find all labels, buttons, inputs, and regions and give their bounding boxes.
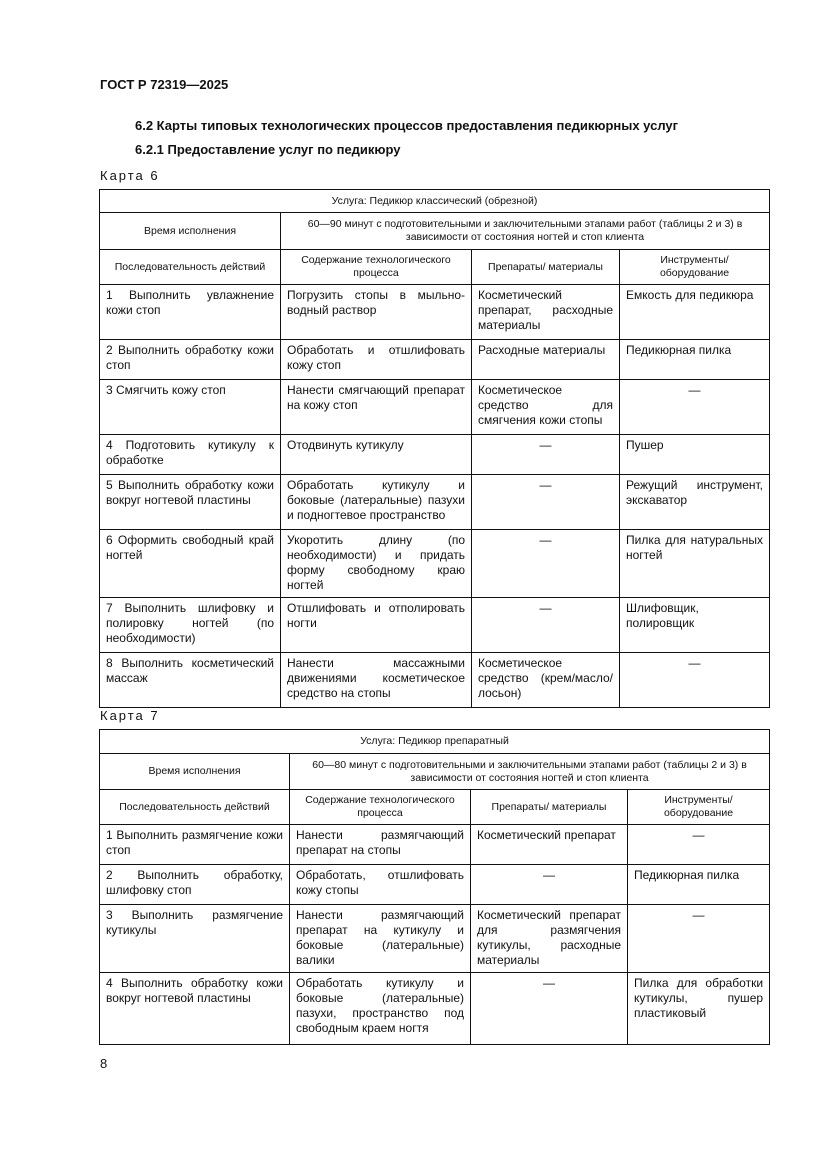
step-cell: 2 Выполнить обработку, шлифовку стоп: [100, 865, 290, 905]
card7-time-value: 60—80 минут с подготовительными и заключительными этапами работ (таблицы 2 и 3) в зависимости от состояния ногтей и стоп клиента: [290, 754, 770, 790]
process-cell: Нанести размягчающий препарат на стопы: [290, 825, 471, 865]
tools-cell: —: [628, 905, 770, 973]
step-cell: 8 Выполнить косметический массаж: [100, 653, 281, 708]
materials-cell: Косметический препарат, расходные материалы: [472, 285, 620, 340]
tools-cell: Пилка для обработки кутикулы, пушер пластиковый: [628, 973, 770, 1045]
tools-cell: Емкость для педикюра: [620, 285, 770, 340]
process-cell: Обработать кутикулу и боковые (латеральные) пазухи, пространство под свободным краем ногтя: [290, 973, 471, 1045]
step-cell: 1 Выполнить размягчение кожи стоп: [100, 825, 290, 865]
table-row: [100, 905, 770, 973]
table-row: [100, 973, 770, 1045]
materials-cell: —: [472, 435, 620, 475]
process-cell: Нанести размягчающий препарат на кутикулу и боковые (латеральные) валики: [290, 905, 471, 973]
card7-header-content: Содержание технологического процесса: [290, 790, 471, 825]
materials-cell: —: [472, 598, 620, 653]
process-cell: Отшлифовать и отполировать ногти: [281, 598, 472, 653]
tools-cell: Педикюрная пилка: [620, 340, 770, 380]
table-row: [100, 653, 770, 708]
tools-cell: Пушер: [620, 435, 770, 475]
materials-cell: —: [472, 530, 620, 598]
page-number: 8: [100, 1056, 108, 1071]
step-cell: 1 Выполнить увлажнение кожи стоп: [100, 285, 281, 340]
section-title: 6.2 Карты типовых технологических процессов предоставления педикюрных услуг: [135, 118, 679, 133]
subsection-title: 6.2.1 Предоставление услуг по педикюру: [135, 142, 401, 157]
step-cell: 3 Выполнить размягчение кутикулы: [100, 905, 290, 973]
tools-cell: —: [620, 653, 770, 708]
materials-cell: Косметический препарат для размягчения кутикулы, расходные материалы: [471, 905, 628, 973]
card6-label: Карта 6: [100, 168, 160, 183]
card6-header-tools: Инструменты/ оборудование: [620, 250, 770, 285]
tools-cell: —: [628, 825, 770, 865]
process-cell: Обработать и отшлифовать кожу стоп: [281, 340, 472, 380]
card7-header-steps: Последовательность действий: [100, 790, 290, 825]
materials-cell: Косметическое средство для смягчения кожи стопы: [472, 380, 620, 435]
tools-cell: —: [620, 380, 770, 435]
card7-table: [99, 729, 770, 1045]
step-cell: 6 Оформить свободный край ногтей: [100, 530, 281, 598]
process-cell: Укоротить длину (по необходимости) и придать форму свободному краю ногтей: [281, 530, 472, 598]
step-cell: 2 Выполнить обработку кожи стоп: [100, 340, 281, 380]
tools-cell: Шлифовщик, полировщик: [620, 598, 770, 653]
materials-cell: —: [471, 973, 628, 1045]
table-row: [100, 530, 770, 598]
step-cell: 4 Выполнить обработку кожи вокруг ногтевой пластины: [100, 973, 290, 1045]
card7-header-tools: Инструменты/ оборудование: [628, 790, 770, 825]
process-cell: Погрузить стопы в мыльно-водный раствор: [281, 285, 472, 340]
materials-cell: Расходные материалы: [472, 340, 620, 380]
table-row: [100, 435, 770, 475]
process-cell: Нанести массажными движениями косметическое средство на стопы: [281, 653, 472, 708]
tools-cell: Пилка для натуральных ногтей: [620, 530, 770, 598]
card7-label: Карта 7: [100, 708, 160, 723]
table-row: [100, 865, 770, 905]
process-cell: Нанести смягчающий препарат на кожу стоп: [281, 380, 472, 435]
card6-table: [99, 189, 770, 708]
card7-service-title: Услуга: Педикюр препаратный: [100, 730, 770, 754]
card6-header-content: Содержание технологического процесса: [281, 250, 472, 285]
card6-service-title: Услуга: Педикюр классический (обрезной): [100, 190, 770, 213]
card6-header-steps: Последовательность действий: [100, 250, 281, 285]
tools-cell: Режущий инструмент, экскаватор: [620, 475, 770, 530]
card6-header-materials: Препараты/ материалы: [472, 250, 620, 285]
table-row: [100, 825, 770, 865]
materials-cell: Косметический препарат: [471, 825, 628, 865]
materials-cell: Косметическое средство (крем/масло/лосьон): [472, 653, 620, 708]
tools-cell: Педикюрная пилка: [628, 865, 770, 905]
document-header: ГОСТ Р 72319—2025: [100, 77, 229, 92]
step-cell: 5 Выполнить обработку кожи вокруг ногтевой пластины: [100, 475, 281, 530]
process-cell: Обработать, отшлифовать кожу стопы: [290, 865, 471, 905]
step-cell: 4 Подготовить кутикулу к обработке: [100, 435, 281, 475]
card6-time-label: Время исполнения: [100, 213, 281, 250]
materials-cell: —: [471, 865, 628, 905]
card7-header-materials: Препараты/ материалы: [471, 790, 628, 825]
table-row: [100, 285, 770, 340]
table-row: [100, 380, 770, 435]
step-cell: 7 Выполнить шлифовку и полировку ногтей (по необходимости): [100, 598, 281, 653]
process-cell: Отодвинуть кутикулу: [281, 435, 472, 475]
card6-time-value: 60—90 минут с подготовительными и заключительными этапами работ (таблицы 2 и 3) в зависимости от состояния ногтей и стоп клиента: [281, 213, 770, 250]
table-row: [100, 340, 770, 380]
table-row: [100, 598, 770, 653]
card7-time-label: Время исполнения: [100, 754, 290, 790]
step-cell: 3 Смягчить кожу стоп: [100, 380, 281, 435]
process-cell: Обработать кутикулу и боковые (латеральные) пазухи и подногтевое пространство: [281, 475, 472, 530]
materials-cell: —: [472, 475, 620, 530]
table-row: [100, 475, 770, 530]
